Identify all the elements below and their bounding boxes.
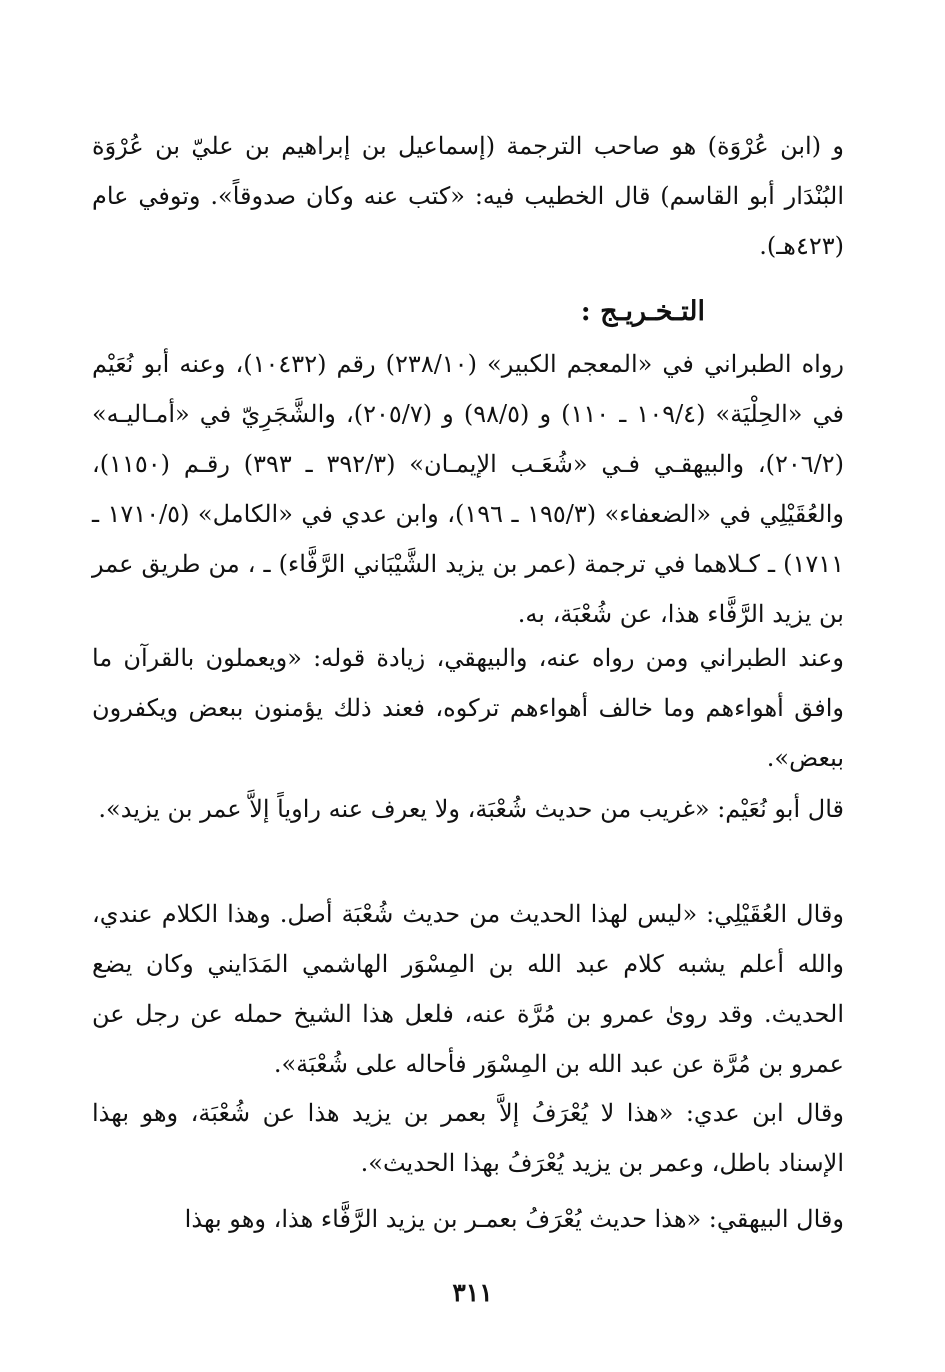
intro-paragraph: و (ابن عُرْوَة) هو صاحب الترجمة (إسماعيل بن إبراهيم بن عليّ بن عُرْوَة البُنْدَار أبو القاسم) قال الخطيب فيه: «كتب عنه وكان صدوقاً». وتوفي عام (٤٢٣هـ). [92,132,844,260]
paragraph-uqayli: وقال العُقَيْلِي: «ليس لهذا الحديث من حديث شُعْبَة أصل. وهذا الكلام عندي، والله أعلم يشبه كلام عبد الله بن المِسْوَر الهاشمي المَدَايني وكان يضع الحديث. وقد روىٰ عمرو بن مُرَّة عنه، فلعل هذا الشيخ حمله عن رجل عن عمرو بن مُرَّة عن عبد الله بن المِسْوَر فأحاله على شُعْبَة». [92,900,844,1078]
paragraph-abu-nuaym: قال أبو نُعَيْم: «غريب من حديث شُعْبَة، ولا يعرف عنه راوياً إلاَّ عمر بن يزيد». [98,795,844,823]
paragraph-takhrij: رواه الطبراني في «المعجم الكبير» (٢٣٨/١٠) رقم (١٠٤٣٢)، وعنه أبو نُعَيْم في «الحِلْيَة» (١٠٩/٤ ـ ١١٠) و (٩٨/٥) و (٢٠٥/٧)، والشَّجَرِيّ في «أمـاليـه» (٢٠٦/٢)، والبيهقـي فـي «شُعَـب الإيمـان» (٣٩٢/٣ ـ ٣٩٣) رقـم (١١٥٠)، والعُقَيْلِي في «الضعفاء» (١٩٥/٣ ـ ١٩٦)، وابن عدي في «الكامل» (١٧١٠/٥ ـ ١٧١١) ـ كـلاهما في ترجمة (عمر بن يزيد الشَّيْبَاني الرَّفَّاء) ـ ، من طريق عمر بن يزيد الرَّفَّاء هذا، عن شُعْبَة، به. [92,350,845,628]
page-number: ٣١١ [452,1278,493,1307]
paragraph-bayhaqi: وقال البيهقي: «هذا حديث يُعْرَفُ بعمـر بن يزيد الرَّفَّاء هذا، وهو بهذا [184,1205,844,1233]
section-heading: التـخـريـج : [580,296,705,327]
paragraph-tabarani-addition: وعند الطبراني ومن رواه عنه، والبيهقي، زيادة قوله: «ويعملون بالقرآن ما وافق أهواءهم وما خالف أهواءهم تركوه، فعند ذلك يؤمنون ببعض ويكفرون ببعض». [92,644,844,772]
paragraph-ibn-adi: وقال ابن عدي: «هذا لا يُعْرَفُ إلاَّ بعمر بن يزيد هذا عن شُعْبَة، وهو بهذا الإسناد باطل، وعمر بن يزيد يُعْرَفُ بهذا الحديث». [92,1099,844,1177]
